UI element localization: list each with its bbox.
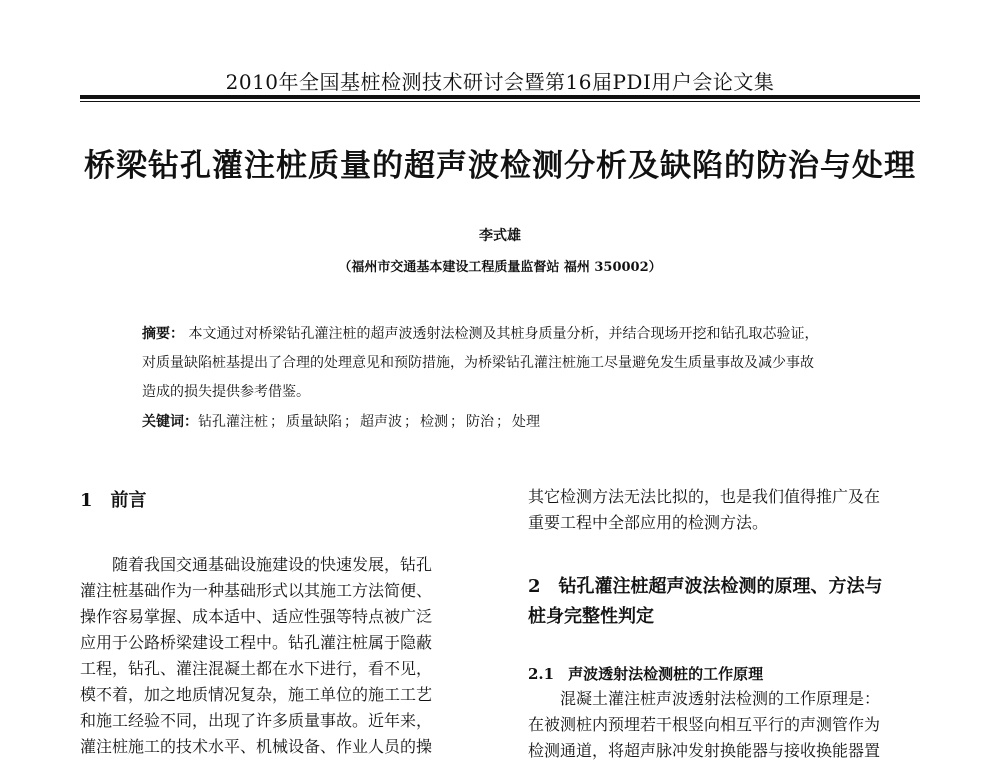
section-number: 1 — [80, 490, 93, 511]
keyword-separator: ； — [450, 414, 464, 430]
keyword: 处理 — [512, 414, 540, 430]
keyword-separator: ； — [496, 414, 510, 430]
paragraph-line: 和施工经验不同，出现了许多质量事故。近年来， — [80, 711, 433, 730]
keywords-label: 关键词： — [142, 414, 198, 430]
subsection-2-1-heading — [528, 662, 928, 686]
author-affiliation: （福州市交通基本建设工程质量监督站 福州 350002） — [338, 260, 662, 275]
section-1-heading — [80, 484, 480, 518]
paragraph-line: 混凝土灌注桩声波透射法检测的工作原理是： — [560, 689, 881, 708]
abstract-line: 对质量缺陷桩基提出了合理的处理意见和预防措施，为桥梁钻孔灌注桩施工尽量避免发生质量事故及减少事故 — [142, 355, 814, 371]
abstract-label: 摘要： — [142, 326, 184, 342]
section-title: 前言 — [110, 490, 147, 511]
paragraph-line: 随着我国交通基础设施建设的快速发展，钻孔 — [112, 555, 433, 574]
keyword: 检测 — [420, 414, 448, 430]
abstract — [142, 320, 878, 407]
paragraph-line: 重要工程中全部应用的检测方法。 — [528, 513, 769, 532]
keyword-separator: ； — [270, 414, 284, 430]
header-rule-thin — [80, 101, 920, 102]
abstract-text: 本文通过对桥梁钻孔灌注桩的超声波透射法检测及其桩身质量分析，并结合现场开挖和钻孔取芯验证， — [188, 326, 819, 342]
principle-paragraph — [528, 686, 928, 764]
paragraph-line: 检测通道，将超声脉冲发射换能器与接收换能器置 — [528, 741, 881, 760]
continued-paragraph — [528, 484, 928, 536]
intro-paragraph — [80, 552, 480, 760]
paragraph-line: 在被测桩内预埋若干根竖向相互平行的声测管作为 — [528, 715, 881, 734]
keyword-separator: ； — [344, 414, 358, 430]
keywords — [142, 408, 878, 437]
proceedings-header-title: 2010年全国基桩检测技术研讨会暨第16届PDI用户会论文集 — [225, 70, 775, 94]
paragraph-line: 灌注桩基础作为一种基础形式以其施工方法简便、 — [80, 581, 433, 600]
header-rule-thick — [80, 95, 920, 99]
paragraph-line: 操作容易掌握、成本适中、适应性强等特点被广泛 — [80, 607, 433, 626]
section-title-line: 钻孔灌注桩超声波法检测的原理、方法与 — [558, 576, 883, 597]
author-name: 李式雄 — [479, 228, 521, 244]
abstract-line: 造成的损失提供参考借鉴。 — [142, 384, 310, 400]
left-column — [80, 484, 480, 760]
subsection-title: 声波透射法检测桩的工作原理 — [568, 665, 764, 683]
section-title-line: 桩身完整性判定 — [528, 606, 654, 627]
right-column — [528, 484, 928, 764]
keyword: 超声波 — [360, 414, 402, 430]
section-number: 2 — [528, 576, 541, 597]
paragraph-line: 模不着，加之地质情况复杂，施工单位的施工工艺 — [80, 685, 433, 704]
paper-title: 桥梁钻孔灌注桩质量的超声波检测分析及缺陷的防治与处理 — [84, 148, 916, 184]
subsection-number: 2.1 — [528, 665, 555, 683]
keyword-separator: ； — [404, 414, 418, 430]
section-2-heading — [528, 572, 928, 632]
paragraph-line: 应用于公路桥梁建设工程中。钻孔灌注桩属于隐蔽 — [80, 633, 433, 652]
paragraph-line: 工程，钻孔、灌注混凝土都在水下进行，看不见， — [80, 659, 433, 678]
paragraph-line: 灌注桩施工的技术水平、机械设备、作业人员的操 — [80, 737, 433, 756]
keyword: 质量缺陷 — [286, 414, 342, 430]
keyword: 钻孔灌注桩 — [198, 414, 268, 430]
abstract-line — [142, 320, 878, 349]
keyword: 防治 — [466, 414, 494, 430]
paragraph-line: 其它检测方法无法比拟的，也是我们值得推广及在 — [528, 487, 881, 506]
